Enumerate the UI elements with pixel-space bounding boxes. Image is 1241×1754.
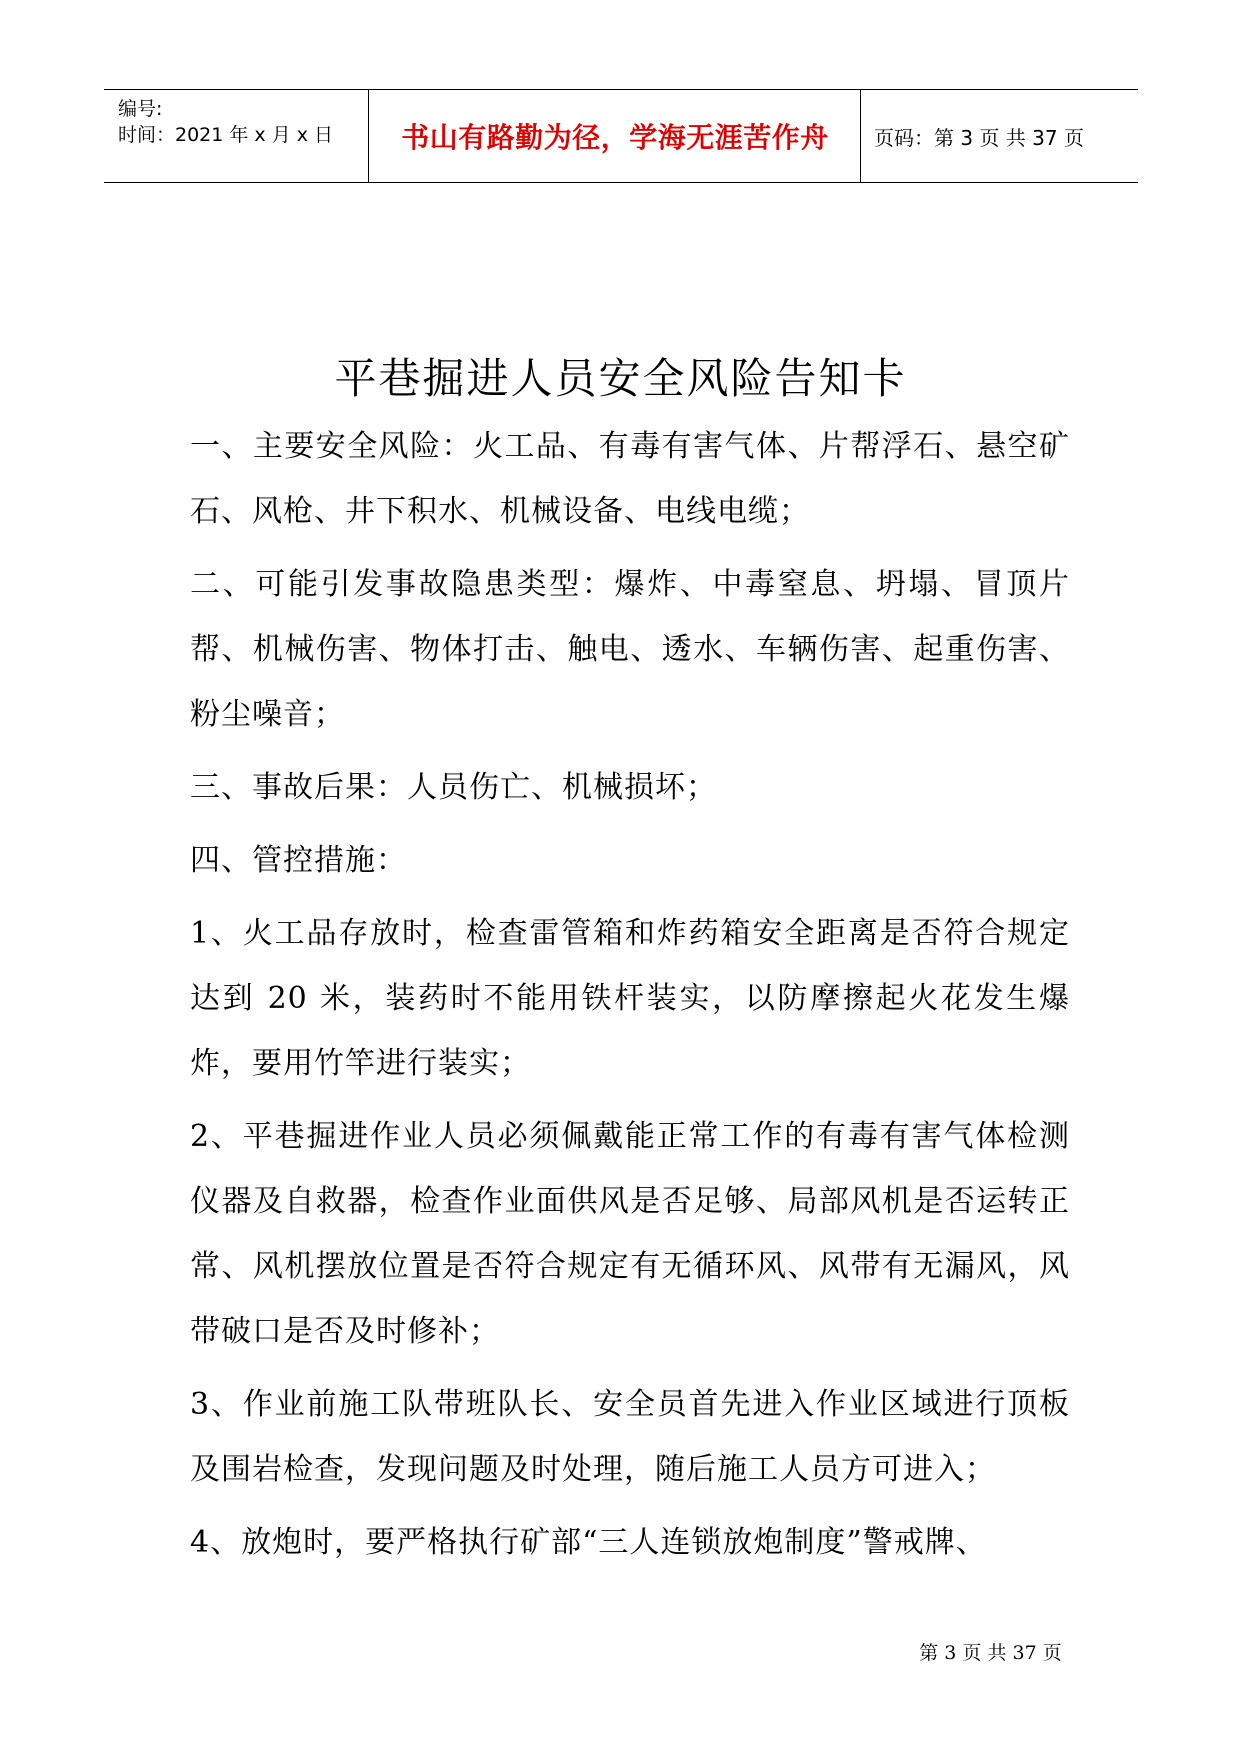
header-info-cell [104, 90, 369, 182]
paragraph: 一、主要安全风险：火工品、有毒有害气体、片帮浮石、悬空矿石、风枪、井下积水、机械设备、电线电缆； [190, 429, 1070, 529]
paragraph: 二、可能引发事故隐患类型：爆炸、中毒窒息、坍塌、冒顶片帮、机械伤害、物体打击、触电、透水、车辆伤害、起重伤害、粉尘噪音； [190, 567, 1070, 732]
document-title: 平巷掘进人员安全风险告知卡 [334, 354, 907, 403]
paragraph: 四、管控措施： [190, 843, 407, 878]
date-label: 时间：2021 年 x 月 x 日 [118, 124, 334, 146]
motto-text: 书山有路勤为径，学海无涯苦作舟 [401, 121, 829, 154]
header-page-number: 页码：第 3 页 共 37 页 [874, 125, 1084, 150]
header-page-cell [862, 90, 1138, 182]
header-motto-cell [370, 90, 861, 182]
paragraph: 2、平巷掘进作业人员必须佩戴能正常工作的有毒有害气体检测仪器及自救器，检查作业面供风是否足够、局部风机是否运转正常、风机摆放位置是否符合规定有无循环风、风带有无漏风，风带破口是否及时修补； [190, 1119, 1070, 1349]
paragraph: 3、作业前施工队带班队长、安全员首先进入作业区域进行顶板及围岩检查，发现问题及时处理，随后施工人员方可进入； [190, 1387, 1070, 1487]
paragraph: 4、放炮时，要严格执行矿部“三人连锁放炮制度”警戒牌、 [190, 1525, 987, 1560]
document-body [190, 414, 1070, 1583]
paragraph: 三、事故后果：人员伤亡、机械损坏； [190, 770, 717, 805]
page-footer: 第 3 页 共 37 页 [919, 1642, 1062, 1664]
page-header [104, 89, 1138, 183]
paragraph: 1、火工品存放时，检查雷管箱和炸药箱安全距离是否符合规定达到 20 米，装药时不能用铁杆装实，以防摩擦起火花发生爆炸，要用竹竿进行装实； [190, 916, 1070, 1081]
serial-number-label: 编号: [118, 98, 163, 120]
